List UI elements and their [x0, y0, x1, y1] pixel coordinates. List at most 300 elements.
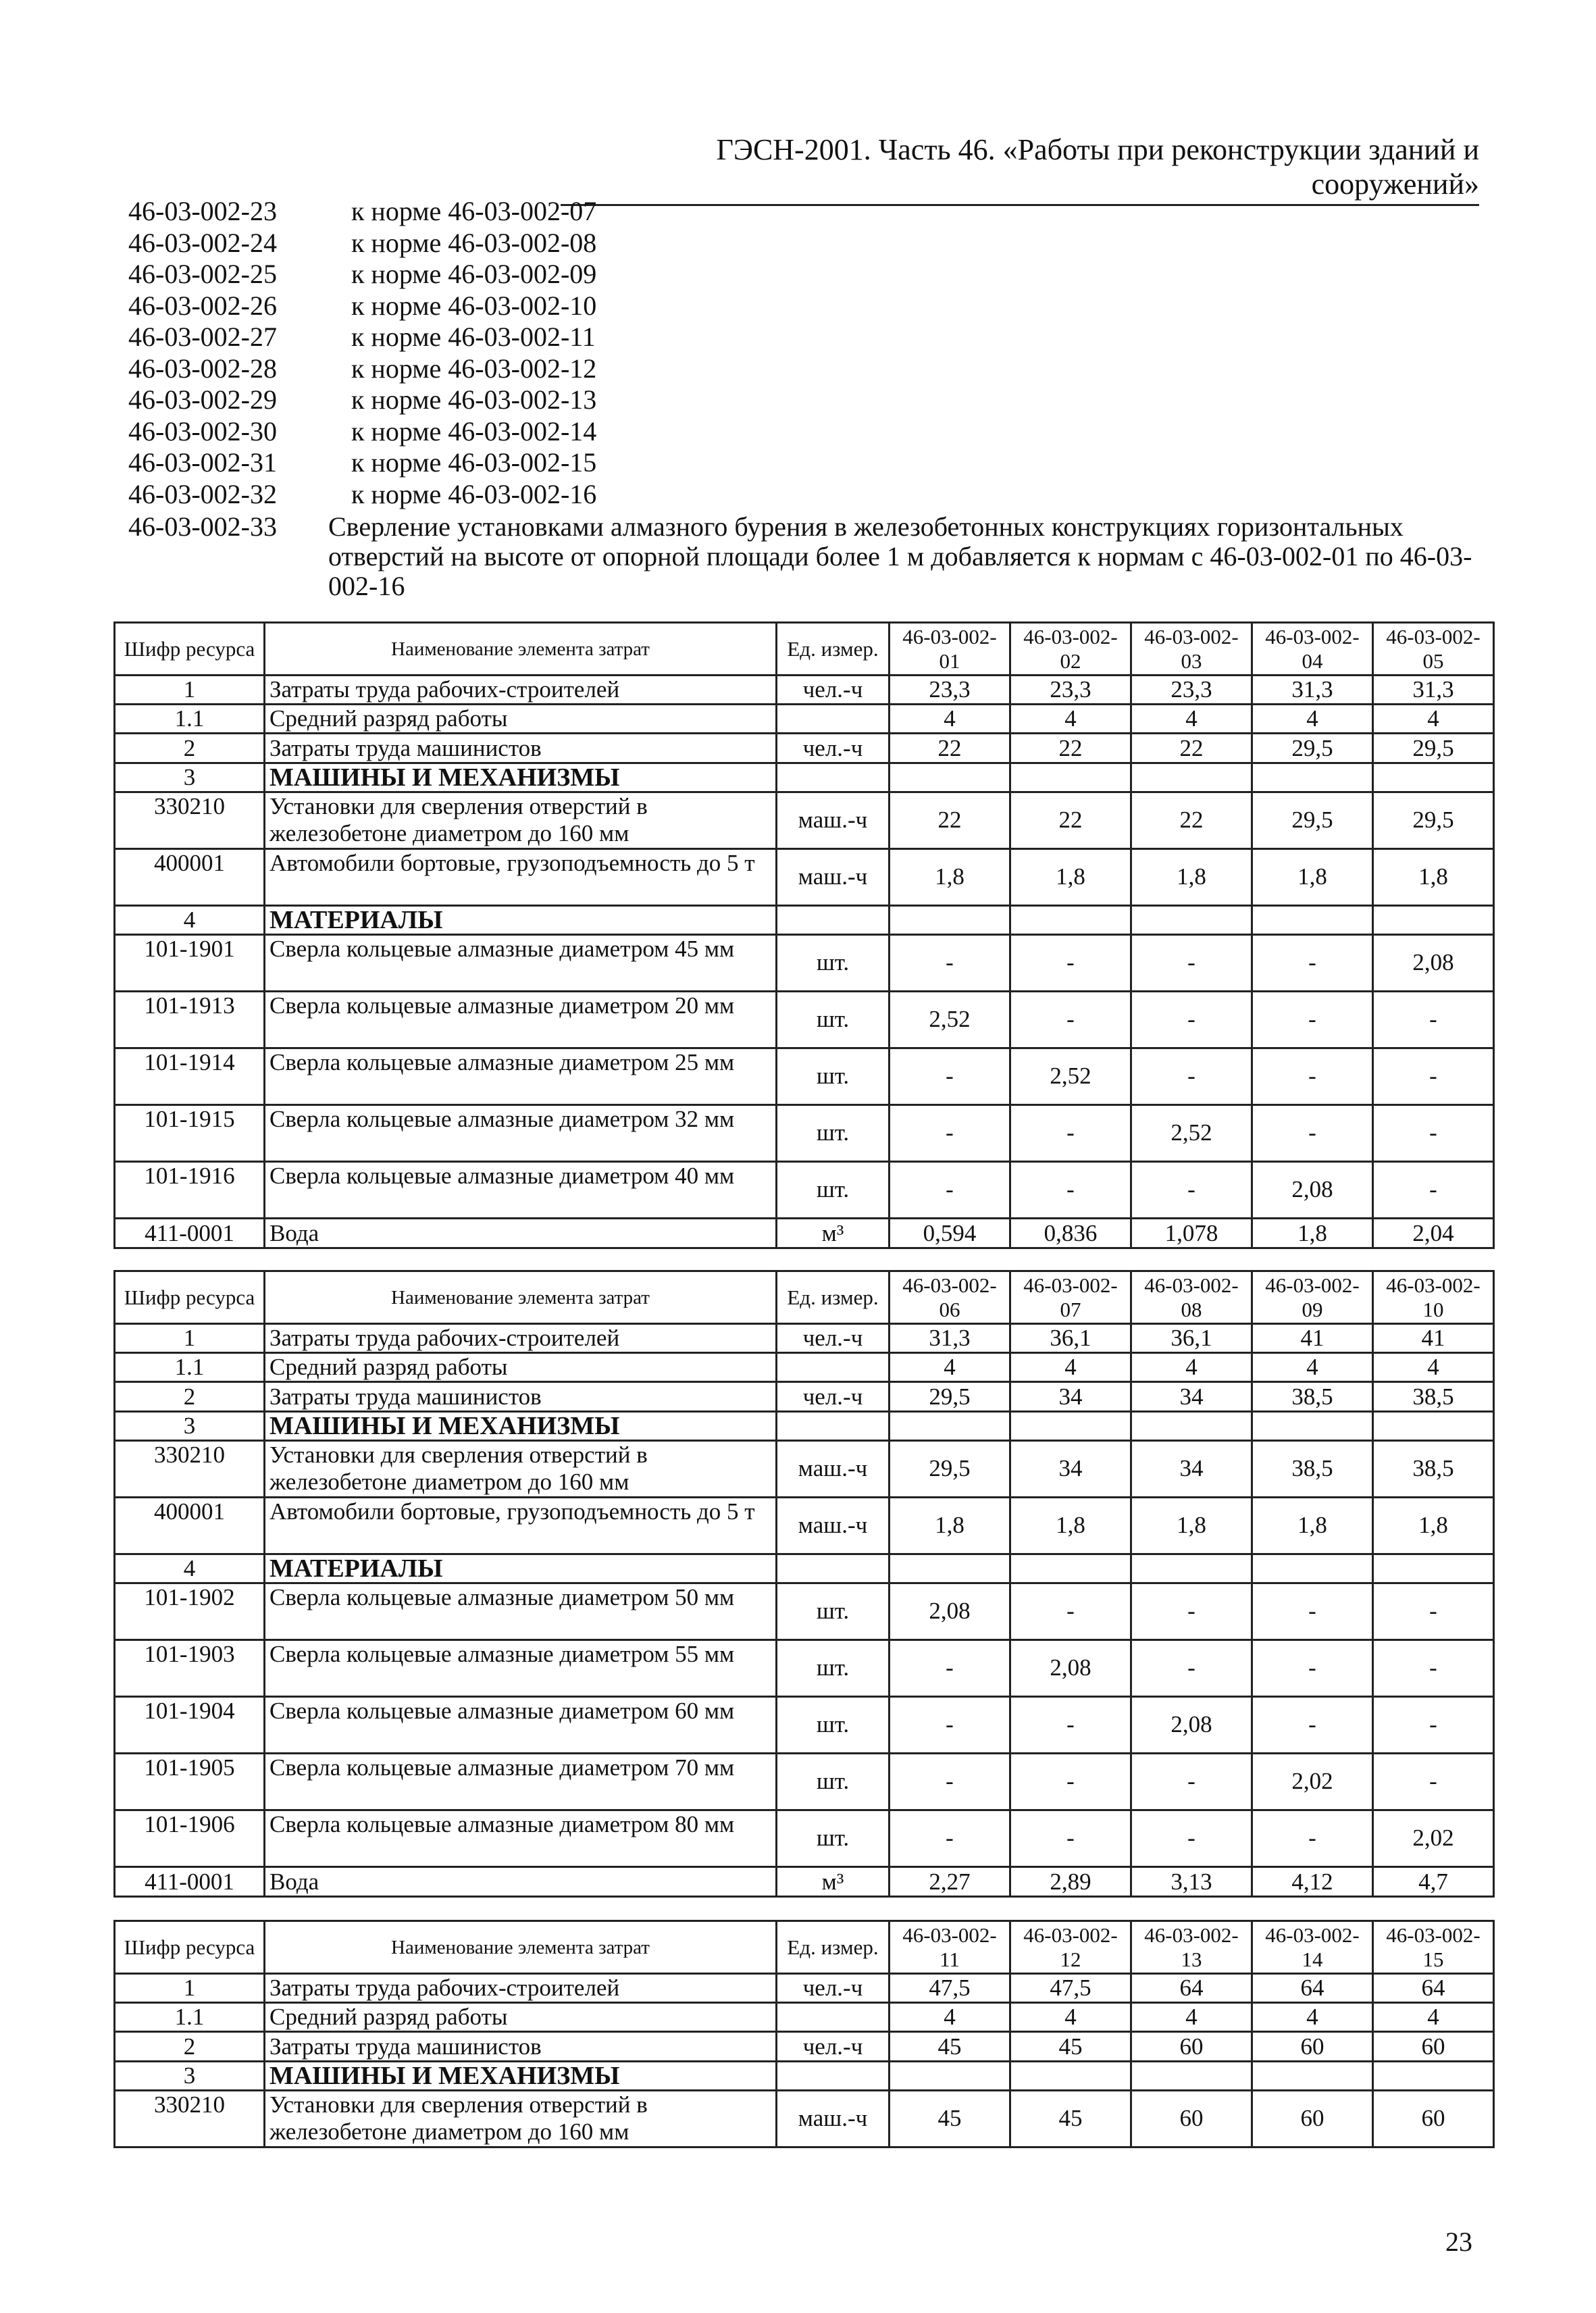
header-norm-code: 46-03-002-15: [1373, 1921, 1494, 1974]
row-value: 60: [1252, 2032, 1373, 2062]
row-value: -: [1252, 1640, 1373, 1697]
header-norm-code: 46-03-002-13: [1131, 1921, 1252, 1974]
header-norm-code: 46-03-002-09: [1252, 1271, 1373, 1324]
row-value: [1373, 1554, 1494, 1583]
header-norm-code: 46-03-002-10: [1373, 1271, 1494, 1324]
table-row: [115, 1974, 1494, 2003]
row-unit: шт.: [777, 1105, 890, 1162]
header-norm-code: 46-03-002-14: [1252, 1921, 1373, 1974]
row-value: [1010, 763, 1131, 792]
row-value: 38,5: [1252, 1382, 1373, 1412]
reference-row: [128, 479, 596, 511]
row-name: Автомобили бортовые, грузоподъемность до 5 т: [265, 849, 777, 906]
section-title: МАТЕРИАЛЫ: [265, 906, 777, 935]
row-unit: маш.-ч: [777, 849, 890, 906]
table-row: [115, 849, 1494, 906]
row-value: 60: [1131, 2032, 1252, 2062]
row-unit: [777, 1353, 890, 1382]
row-value: 4,12: [1252, 1867, 1373, 1897]
norm-table-3: [113, 1920, 1495, 2148]
row-value: 47,5: [1010, 1974, 1131, 2003]
row-value: 41: [1373, 1324, 1494, 1353]
row-value: 22: [890, 734, 1010, 763]
row-unit: чел.-ч: [777, 676, 890, 705]
row-value: -: [1131, 1754, 1252, 1810]
row-value: 60: [1373, 2091, 1494, 2147]
row-value: 2,89: [1010, 1867, 1131, 1897]
row-value: 2,02: [1252, 1754, 1373, 1810]
row-name: Средний разряд работы: [265, 2003, 777, 2032]
row-value: -: [1131, 1162, 1252, 1219]
row-name: Средний разряд работы: [265, 1353, 777, 1382]
row-code: 1: [115, 1324, 265, 1353]
header-unit: Ед. измер.: [777, 1921, 890, 1974]
row-code: 4: [115, 906, 265, 935]
row-value: 22: [1131, 792, 1252, 849]
row-value: [1010, 906, 1131, 935]
row-value: -: [1131, 1048, 1252, 1105]
row-name: Установки для сверления отверстий в железобетоне диаметром до 160 мм: [265, 2091, 777, 2147]
row-code: 3: [115, 1412, 265, 1441]
header-norm-code: 46-03-002-06: [890, 1271, 1010, 1324]
row-value: -: [1252, 1697, 1373, 1754]
row-value: [1373, 763, 1494, 792]
row-name: Затраты труда машинистов: [265, 2032, 777, 2062]
header-unit: Ед. измер.: [777, 623, 890, 676]
row-unit: шт.: [777, 1048, 890, 1105]
row-value: 29,5: [1373, 734, 1494, 763]
header-norm-code: 46-03-002-03: [1131, 623, 1252, 676]
page-number: 23: [1445, 2227, 1472, 2257]
row-value: 1,8: [1131, 1498, 1252, 1554]
row-value: 4: [1252, 705, 1373, 734]
table-header-row: [115, 623, 1494, 676]
row-value: -: [1373, 1697, 1494, 1754]
row-value: [890, 763, 1010, 792]
row-value: 1,8: [1252, 1219, 1373, 1248]
row-unit: [777, 1412, 890, 1441]
reference-row: [128, 196, 596, 228]
row-value: 1,8: [890, 1498, 1010, 1554]
row-unit: [777, 763, 890, 792]
row-value: -: [1010, 1754, 1131, 1810]
row-code: 1.1: [115, 705, 265, 734]
reference-code: 46-03-002-27: [128, 322, 277, 352]
row-name: Сверла кольцевые алмазные диаметром 70 мм: [265, 1754, 777, 1810]
row-unit: шт.: [777, 992, 890, 1048]
row-code: 3: [115, 2062, 265, 2091]
row-value: 4: [1010, 705, 1131, 734]
row-value: 29,5: [1252, 734, 1373, 763]
row-unit: шт.: [777, 935, 890, 992]
reference-row: [128, 290, 596, 322]
row-name: Сверла кольцевые алмазные диаметром 80 мм: [265, 1810, 777, 1867]
row-name: Затраты труда рабочих-строителей: [265, 1974, 777, 2003]
row-code: 411-0001: [115, 1219, 265, 1248]
row-value: -: [1373, 1162, 1494, 1219]
row-code: 2: [115, 734, 265, 763]
row-value: -: [1252, 1583, 1373, 1640]
table-row: [115, 906, 1494, 935]
reference-text: к норме 46-03-002-12: [351, 353, 597, 384]
row-value: 64: [1252, 1974, 1373, 2003]
row-unit: [777, 705, 890, 734]
row-value: 31,3: [890, 1324, 1010, 1353]
row-name: Вода: [265, 1867, 777, 1897]
row-value: [1252, 763, 1373, 792]
row-value: 45: [1010, 2091, 1131, 2147]
table-row: [115, 734, 1494, 763]
row-value: -: [1373, 992, 1494, 1048]
row-value: 31,3: [1252, 676, 1373, 705]
row-value: 4: [1131, 1353, 1252, 1382]
header-norm-code: 46-03-002-11: [890, 1921, 1010, 1974]
reference-list: [128, 196, 596, 510]
row-value: 38,5: [1373, 1441, 1494, 1498]
header-name: Наименование элемента затрат: [265, 1271, 777, 1324]
row-value: [890, 1554, 1010, 1583]
row-value: 45: [890, 2091, 1010, 2147]
row-code: 2: [115, 1382, 265, 1412]
row-code: 101-1915: [115, 1105, 265, 1162]
table-row: [115, 1867, 1494, 1897]
row-name: Затраты труда машинистов: [265, 1382, 777, 1412]
row-value: [1010, 1412, 1131, 1441]
header-norm-code: 46-03-002-12: [1010, 1921, 1131, 1974]
row-value: -: [1131, 992, 1252, 1048]
norm-table-2: [113, 1270, 1495, 1898]
table-row: [115, 1353, 1494, 1382]
row-code: 2: [115, 2032, 265, 2062]
row-value: 4: [890, 2003, 1010, 2032]
row-value: -: [1252, 1105, 1373, 1162]
row-value: -: [890, 1640, 1010, 1697]
row-value: -: [1252, 935, 1373, 992]
header-norm-code: 46-03-002-07: [1010, 1271, 1131, 1324]
row-unit: маш.-ч: [777, 1441, 890, 1498]
row-value: 4: [1010, 1353, 1131, 1382]
row-name: Сверла кольцевые алмазные диаметром 60 мм: [265, 1697, 777, 1754]
row-value: 2,08: [1010, 1640, 1131, 1697]
row-value: -: [890, 935, 1010, 992]
reference-row: [128, 416, 596, 448]
table-row: [115, 1554, 1494, 1583]
table-row: [115, 2091, 1494, 2147]
row-unit: [777, 1554, 890, 1583]
row-value: [1131, 2062, 1252, 2091]
row-value: -: [1252, 992, 1373, 1048]
row-value: -: [1373, 1048, 1494, 1105]
page-header: ГЭСН-2001. Часть 46. «Работы при реконструкции зданий и сооружений»: [561, 132, 1479, 206]
row-value: [1373, 906, 1494, 935]
row-value: 29,5: [890, 1441, 1010, 1498]
row-name: Сверла кольцевые алмазные диаметром 20 мм: [265, 992, 777, 1048]
section-title: МАШИНЫ И МЕХАНИЗМЫ: [265, 2062, 777, 2091]
row-code: 1.1: [115, 2003, 265, 2032]
row-value: 1,8: [1252, 849, 1373, 906]
row-value: [890, 2062, 1010, 2091]
row-value: [1131, 1412, 1252, 1441]
table-row: [115, 2032, 1494, 2062]
row-unit: маш.-ч: [777, 1498, 890, 1554]
reference-code: 46-03-002-24: [128, 227, 277, 258]
row-code: 101-1916: [115, 1162, 265, 1219]
table-row: [115, 1498, 1494, 1554]
row-value: 34: [1131, 1441, 1252, 1498]
row-value: 36,1: [1131, 1324, 1252, 1353]
row-unit: шт.: [777, 1162, 890, 1219]
row-value: [1252, 906, 1373, 935]
row-name: Сверла кольцевые алмазные диаметром 45 мм: [265, 935, 777, 992]
row-value: 1,8: [1010, 849, 1131, 906]
row-unit: шт.: [777, 1583, 890, 1640]
row-name: Сверла кольцевые алмазные диаметром 32 мм: [265, 1105, 777, 1162]
reference-row: [128, 384, 596, 416]
row-value: -: [890, 1162, 1010, 1219]
row-value: -: [1010, 1697, 1131, 1754]
row-value: -: [1010, 1810, 1131, 1867]
row-value: -: [1010, 935, 1131, 992]
row-value: 22: [890, 792, 1010, 849]
row-value: 38,5: [1252, 1441, 1373, 1498]
row-value: 2,08: [890, 1583, 1010, 1640]
row-value: 2,04: [1373, 1219, 1494, 1248]
row-unit: чел.-ч: [777, 1974, 890, 2003]
reference-row: [128, 228, 596, 259]
table-row: [115, 676, 1494, 705]
row-value: -: [1373, 1105, 1494, 1162]
row-value: 1,8: [1373, 849, 1494, 906]
row-unit: чел.-ч: [777, 734, 890, 763]
row-value: 4: [890, 1353, 1010, 1382]
row-value: 22: [1010, 734, 1131, 763]
row-value: 4: [1252, 1353, 1373, 1382]
row-value: 45: [890, 2032, 1010, 2062]
row-value: 2,52: [1010, 1048, 1131, 1105]
row-value: 1,8: [890, 849, 1010, 906]
row-value: [1131, 906, 1252, 935]
row-code: 330210: [115, 792, 265, 849]
row-value: [1252, 1554, 1373, 1583]
row-value: [1373, 2062, 1494, 2091]
header-unit: Ед. измер.: [777, 1271, 890, 1324]
row-value: 2,27: [890, 1867, 1010, 1897]
row-value: -: [1252, 1810, 1373, 1867]
row-name: Автомобили бортовые, грузоподъемность до 5 т: [265, 1498, 777, 1554]
row-value: 29,5: [1373, 792, 1494, 849]
row-value: 22: [1010, 792, 1131, 849]
note-text: Сверление установками алмазного бурения в железобетонных конструкциях горизонтальных отверстий на высоте от опорной площади более 1 м добавляется к нормам с 46-03-002-01 по 46-03-002-16: [328, 511, 1472, 601]
row-value: 64: [1131, 1974, 1252, 2003]
row-value: 2,52: [1131, 1105, 1252, 1162]
row-code: 330210: [115, 2091, 265, 2147]
row-value: 23,3: [1131, 676, 1252, 705]
header-code: Шифр ресурса: [115, 1921, 265, 1974]
row-value: 2,08: [1131, 1697, 1252, 1754]
table-row: [115, 1810, 1494, 1867]
row-value: [1252, 2062, 1373, 2091]
row-value: -: [1252, 1048, 1373, 1105]
row-value: 23,3: [890, 676, 1010, 705]
row-value: 36,1: [1010, 1324, 1131, 1353]
row-value: 1,8: [1131, 849, 1252, 906]
row-value: 4: [1010, 2003, 1131, 2032]
row-name: Затраты труда рабочих-строителей: [265, 1324, 777, 1353]
row-value: -: [890, 1754, 1010, 1810]
row-code: 101-1901: [115, 935, 265, 992]
row-value: -: [1131, 1810, 1252, 1867]
row-value: -: [1373, 1583, 1494, 1640]
reference-text: к норме 46-03-002-09: [351, 259, 597, 289]
table-row: [115, 1640, 1494, 1697]
row-name: Сверла кольцевые алмазные диаметром 55 мм: [265, 1640, 777, 1697]
row-value: 4: [890, 705, 1010, 734]
reference-text: к норме 46-03-002-15: [351, 447, 597, 478]
row-value: 41: [1252, 1324, 1373, 1353]
row-value: -: [1373, 1754, 1494, 1810]
row-unit: шт.: [777, 1810, 890, 1867]
row-name: Затраты труда рабочих-строителей: [265, 676, 777, 705]
row-unit: чел.-ч: [777, 2032, 890, 2062]
table-row: [115, 792, 1494, 849]
row-value: 60: [1373, 2032, 1494, 2062]
row-name: Установки для сверления отверстий в железобетоне диаметром до 160 мм: [265, 792, 777, 849]
row-value: 4,7: [1373, 1867, 1494, 1897]
row-unit: маш.-ч: [777, 2091, 890, 2147]
row-value: 1,078: [1131, 1219, 1252, 1248]
row-value: -: [1010, 992, 1131, 1048]
reference-row: [128, 322, 596, 353]
row-value: 47,5: [890, 1974, 1010, 2003]
row-name: Сверла кольцевые алмазные диаметром 50 мм: [265, 1583, 777, 1640]
row-unit: чел.-ч: [777, 1324, 890, 1353]
row-value: -: [1010, 1105, 1131, 1162]
row-value: 29,5: [890, 1382, 1010, 1412]
row-unit: шт.: [777, 1754, 890, 1810]
header-code: Шифр ресурса: [115, 1271, 265, 1324]
norm-table-1: [113, 621, 1495, 1249]
row-code: 330210: [115, 1441, 265, 1498]
reference-text: к норме 46-03-002-11: [351, 322, 596, 352]
header-norm-code: 46-03-002-04: [1252, 623, 1373, 676]
row-name: Вода: [265, 1219, 777, 1248]
header-norm-code: 46-03-002-08: [1131, 1271, 1252, 1324]
row-value: [1131, 763, 1252, 792]
row-name: Сверла кольцевые алмазные диаметром 40 мм: [265, 1162, 777, 1219]
row-code: 101-1902: [115, 1583, 265, 1640]
reference-text: к норме 46-03-002-16: [351, 478, 597, 509]
row-unit: чел.-ч: [777, 1382, 890, 1412]
table-row: [115, 2062, 1494, 2091]
row-value: 31,3: [1373, 676, 1494, 705]
row-value: 38,5: [1373, 1382, 1494, 1412]
table-header-row: [115, 1921, 1494, 1974]
reference-code: 46-03-002-29: [128, 384, 277, 415]
row-value: [890, 1412, 1010, 1441]
row-value: 34: [1131, 1382, 1252, 1412]
table-row: [115, 1048, 1494, 1105]
row-value: -: [890, 1048, 1010, 1105]
row-value: 29,5: [1252, 792, 1373, 849]
row-value: 45: [1010, 2032, 1131, 2062]
row-value: [1010, 2062, 1131, 2091]
row-value: 34: [1010, 1382, 1131, 1412]
section-title: МАШИНЫ И МЕХАНИЗМЫ: [265, 1412, 777, 1441]
table-row: [115, 705, 1494, 734]
reference-text: к норме 46-03-002-14: [351, 415, 597, 447]
row-code: 101-1906: [115, 1810, 265, 1867]
row-value: 34: [1010, 1441, 1131, 1498]
reference-code: 46-03-002-31: [128, 447, 277, 478]
table-row: [115, 1754, 1494, 1810]
row-value: 2,52: [890, 992, 1010, 1048]
row-value: -: [1010, 1583, 1131, 1640]
row-unit: м³: [777, 1867, 890, 1897]
reference-code: 46-03-002-30: [128, 415, 277, 447]
row-value: [1010, 1554, 1131, 1583]
row-value: 4: [1131, 705, 1252, 734]
row-code: 101-1904: [115, 1697, 265, 1754]
row-value: 1,8: [1252, 1498, 1373, 1554]
row-value: 1,8: [1373, 1498, 1494, 1554]
reference-code: 46-03-002-32: [128, 478, 277, 509]
table-row: [115, 763, 1494, 792]
row-name: Затраты труда машинистов: [265, 734, 777, 763]
row-code: 101-1913: [115, 992, 265, 1048]
row-value: 60: [1252, 2091, 1373, 2147]
row-value: -: [1131, 1583, 1252, 1640]
reference-text: к норме 46-03-002-07: [351, 196, 597, 226]
table-row: [115, 1441, 1494, 1498]
header-norm-code: 46-03-002-02: [1010, 623, 1131, 676]
row-value: [1131, 1554, 1252, 1583]
row-value: 4: [1373, 705, 1494, 734]
row-code: 101-1905: [115, 1754, 265, 1810]
reference-text: к норме 46-03-002-08: [351, 227, 597, 258]
row-unit: шт.: [777, 1640, 890, 1697]
row-code: 3: [115, 763, 265, 792]
row-value: [1373, 1412, 1494, 1441]
section-title: МАШИНЫ И МЕХАНИЗМЫ: [265, 763, 777, 792]
row-value: -: [1131, 1640, 1252, 1697]
table-row: [115, 2003, 1494, 2032]
header-name: Наименование элемента затрат: [265, 623, 777, 676]
reference-row: [128, 447, 596, 479]
row-unit: м³: [777, 1219, 890, 1248]
table-header-row: [115, 1271, 1494, 1324]
table-row: [115, 1697, 1494, 1754]
row-name: Сверла кольцевые алмазные диаметром 25 мм: [265, 1048, 777, 1105]
row-value: [890, 906, 1010, 935]
section-title: МАТЕРИАЛЫ: [265, 1554, 777, 1583]
row-code: 4: [115, 1554, 265, 1583]
row-value: -: [890, 1697, 1010, 1754]
row-value: 22: [1131, 734, 1252, 763]
row-value: [1252, 1412, 1373, 1441]
header-code: Шифр ресурса: [115, 623, 265, 676]
row-code: 101-1903: [115, 1640, 265, 1697]
row-value: 2,08: [1252, 1162, 1373, 1219]
row-unit: [777, 906, 890, 935]
row-value: 4: [1373, 2003, 1494, 2032]
row-value: -: [890, 1105, 1010, 1162]
row-code: 411-0001: [115, 1867, 265, 1897]
row-name: Установки для сверления отверстий в железобетоне диаметром до 160 мм: [265, 1441, 777, 1498]
row-value: -: [1373, 1640, 1494, 1697]
row-unit: маш.-ч: [777, 792, 890, 849]
reference-row: [128, 353, 596, 385]
header-name: Наименование элемента затрат: [265, 1921, 777, 1974]
